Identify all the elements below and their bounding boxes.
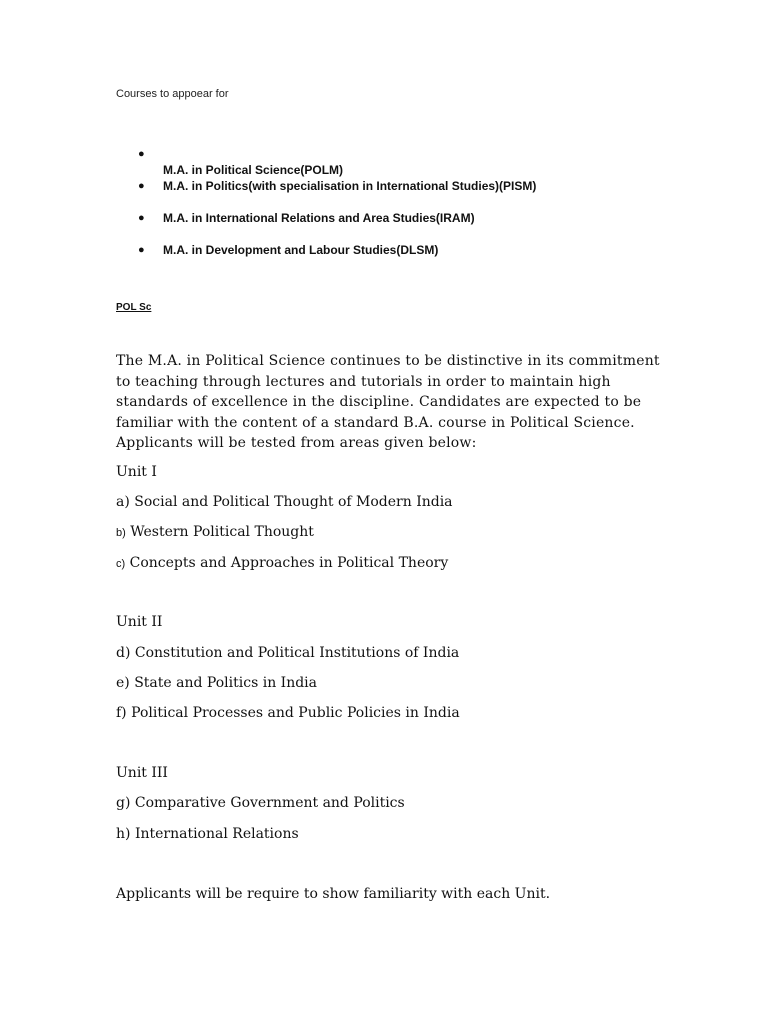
topic-label: d)	[116, 645, 131, 661]
empty-list-item	[116, 146, 716, 162]
section-label: POL Sc	[116, 302, 152, 313]
unit-title: Unit III	[116, 765, 168, 781]
bullet-icon: ●	[138, 180, 145, 192]
list-item	[116, 242, 716, 258]
courses-heading: Courses to appoear for	[116, 88, 229, 100]
topic-label: f)	[116, 705, 127, 721]
topic-text: International Relations	[134, 826, 299, 842]
topic-label: h)	[116, 826, 131, 842]
topic-label: g)	[116, 795, 131, 811]
topic-label: e)	[116, 675, 130, 691]
topic-item	[116, 494, 453, 510]
list-item	[116, 178, 716, 194]
list-item	[116, 210, 716, 226]
unit-title: Unit I	[116, 464, 157, 480]
topic-text: Constitution and Political Institutions of India	[134, 645, 460, 661]
topic-item	[116, 524, 314, 540]
topic-label: a)	[116, 494, 130, 510]
intro-paragraph: The M.A. in Political Science continues to be distinctive in its commitment to teaching through lectures and tutorials in order to maintain high standards of excellence in the discipline. Candidates are expected to be familiar with the content of a standard B.A. course in Political Science. Applicants will be tested from areas given below:	[116, 353, 660, 451]
unit-title: Unit II	[116, 614, 163, 630]
course-name: M.A. in Development and Labour Studies(DLSM)	[163, 243, 439, 257]
topic-label: b)	[116, 527, 126, 539]
course-name: M.A. in International Relations and Area Studies(IRAM)	[163, 211, 475, 225]
bullet-icon: ●	[138, 148, 145, 160]
topic-text: Western Political Thought	[130, 524, 314, 540]
topic-item	[116, 705, 460, 721]
topic-item	[116, 555, 448, 571]
topic-item	[116, 645, 459, 661]
closing-note: Applicants will be require to show familiarity with each Unit.	[116, 886, 551, 902]
topic-label: c)	[116, 558, 126, 570]
topic-text: State and Politics in India	[134, 675, 317, 691]
topic-text: Comparative Government and Politics	[134, 795, 405, 811]
list-item	[116, 162, 716, 178]
topic-text: Social and Political Thought of Modern India	[134, 494, 453, 510]
bullet-icon: ●	[138, 212, 145, 224]
topic-text: Concepts and Approaches in Political Theory	[129, 555, 449, 571]
course-list	[116, 146, 716, 258]
course-name: M.A. in Political Science(POLM)	[163, 163, 344, 177]
topic-item	[116, 795, 405, 811]
topic-item	[116, 826, 299, 842]
bullet-icon: ●	[138, 244, 145, 256]
course-name: M.A. in Politics(with specialisation in International Studies)(PISM)	[163, 179, 537, 193]
topic-text: Political Processes and Public Policies in India	[131, 705, 460, 721]
topic-item	[116, 675, 317, 691]
